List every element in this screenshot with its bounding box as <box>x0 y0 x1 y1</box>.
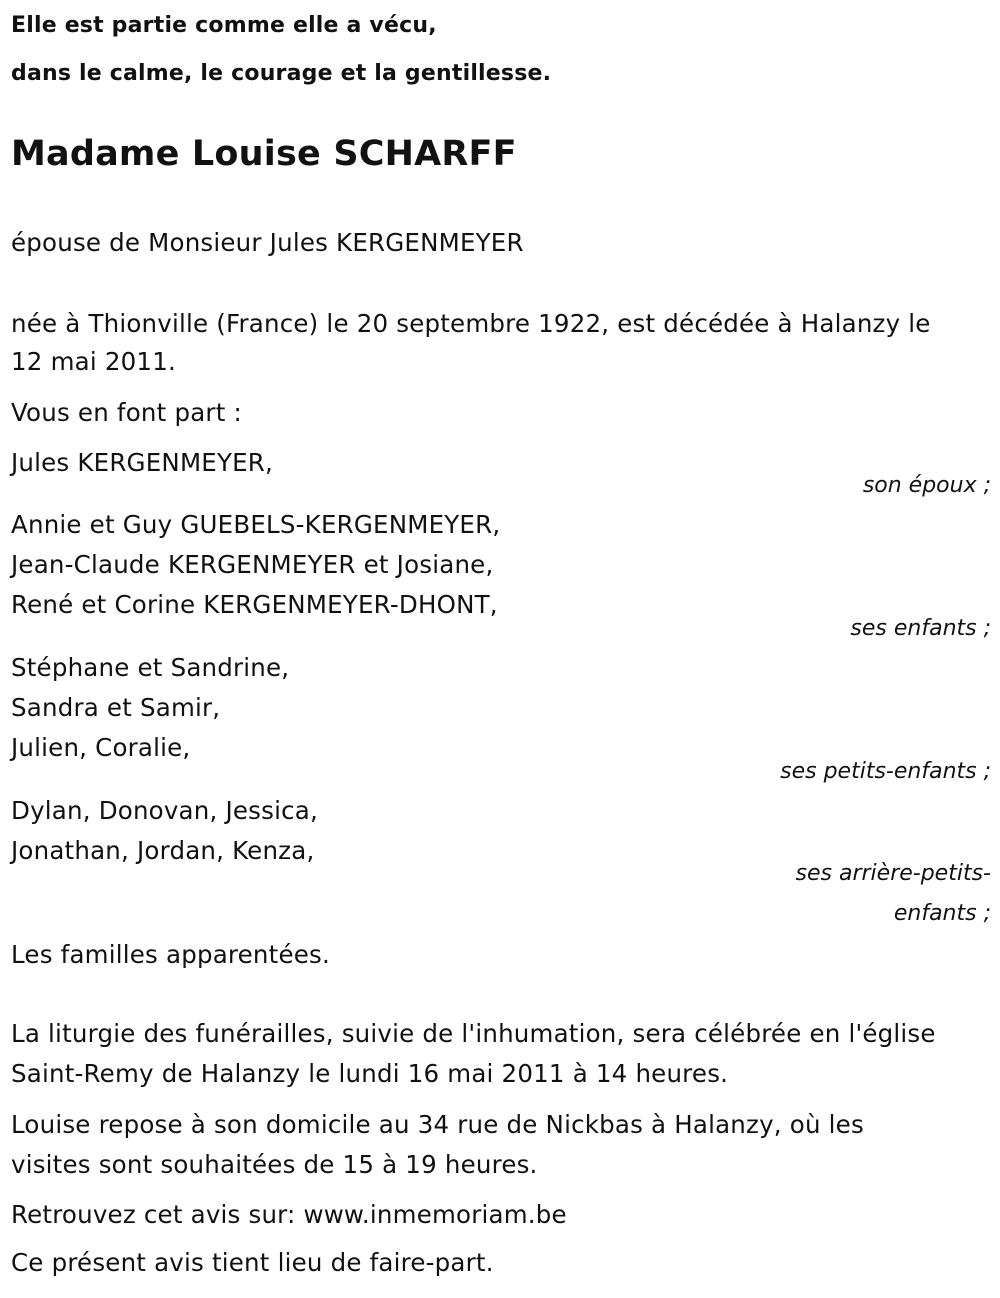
great-grandchildren-role-line-1: ses arrière-petits- <box>795 861 991 886</box>
deceased-name: Madame Louise SCHARFF <box>11 134 517 174</box>
grandchildren-role: ses petits-enfants ; <box>780 759 991 784</box>
closing-line: Ce présent avis tient lieu de faire-part. <box>11 1248 494 1277</box>
great-grandchildren-role-line-2: enfants ; <box>893 901 991 926</box>
related-families: Les familles apparentées. <box>11 940 330 969</box>
grandchild-name: Stéphane et Sandrine, <box>11 653 290 682</box>
spouse-line: épouse de Monsieur Jules KERGENMEYER <box>11 228 524 257</box>
great-grandchild-name: Jonathan, Jordan, Kenza, <box>11 836 315 865</box>
children-role: ses enfants ; <box>850 616 991 641</box>
child-name: René et Corine KERGENMEYER-DHONT, <box>11 590 498 619</box>
great-grandchild-name: Dylan, Donovan, Jessica, <box>11 796 318 825</box>
child-name: Jean-Claude KERGENMEYER et Josiane, <box>11 550 494 579</box>
grandchild-name: Sandra et Samir, <box>11 693 221 722</box>
visitation-line-2: visites sont souhaitées de 15 à 19 heures. <box>11 1150 538 1179</box>
child-name: Annie et Guy GUEBELS-KERGENMEYER, <box>11 510 501 539</box>
announcement: Vous en font part : <box>11 398 242 427</box>
website-line: Retrouvez cet avis sur: www.inmemoriam.be <box>11 1200 567 1229</box>
birth-death-line-1: née à Thionville (France) le 20 septembre 1922, est décédée à Halanzy le <box>11 309 931 338</box>
spouse-name: Jules KERGENMEYER, <box>11 448 274 477</box>
grandchild-name: Julien, Coralie, <box>11 733 191 762</box>
ceremony-line-1: La liturgie des funérailles, suivie de l'inhumation, sera célébrée en l'église <box>11 1019 936 1048</box>
ceremony-line-2: Saint-Remy de Halanzy le lundi 16 mai 2011 à 14 heures. <box>11 1059 729 1088</box>
birth-death-line-2: 12 mai 2011. <box>11 347 176 376</box>
spouse-role: son époux ; <box>862 473 991 498</box>
epigraph-line-1: Elle est partie comme elle a vécu, <box>11 13 437 38</box>
epigraph-line-2: dans le calme, le courage et la gentillesse. <box>11 61 552 86</box>
visitation-line-1: Louise repose à son domicile au 34 rue de Nickbas à Halanzy, où les <box>11 1110 864 1139</box>
